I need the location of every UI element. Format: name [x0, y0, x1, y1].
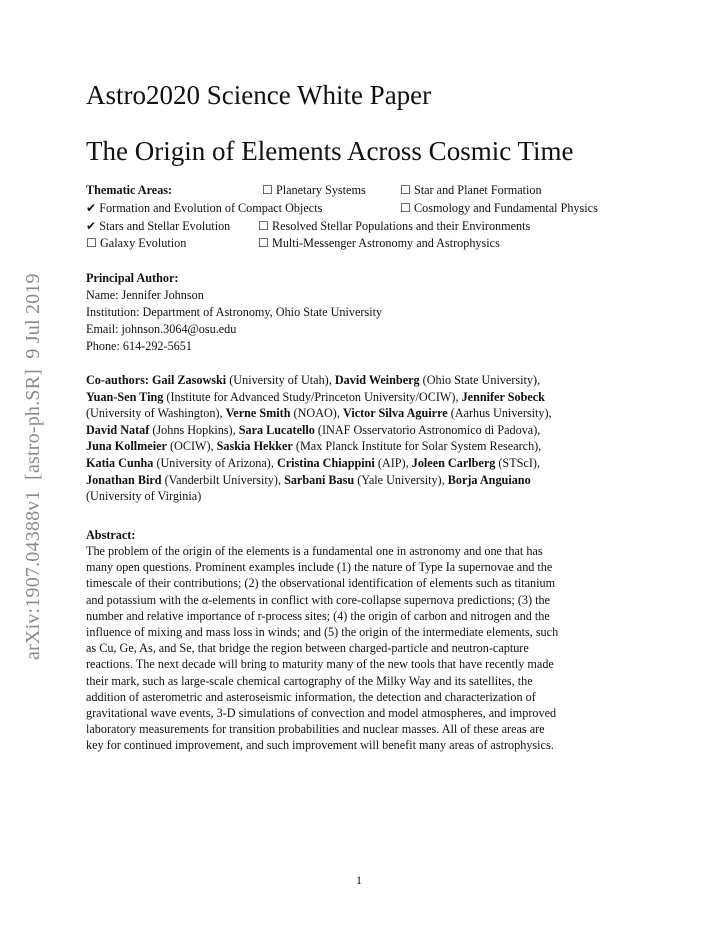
abstract-line: and potassium with the α-elements in conflict with core-collapse supernova predictions; (3) the [86, 592, 550, 607]
abstract-line: The problem of the origin of the elements is a fundamental one in astronomy and one that has [86, 544, 543, 558]
author-phone: Phone: 614-292-5651 [86, 339, 192, 353]
abstract-line: reactions. The next decade will bring to maturity many of the new tools that have recently made [86, 657, 554, 672]
thematic-item: ✔ Formation and Evolution of Compact Objects [86, 201, 323, 215]
arxiv-identifier: arXiv:1907.04388v1 [astro-ph.SR] 9 Jul 2019 [22, 273, 44, 660]
abstract-heading: Abstract: [86, 528, 136, 542]
abstract-line: gravitational wave events, 3-D simulations of convection and model atmospheres, and improved [86, 706, 557, 721]
author-email: Email: johnson.3064@osu.edu [86, 322, 237, 336]
thematic-item: ☐ Resolved Stellar Populations and their Environments [258, 219, 531, 233]
thematic-item: ✔ Stars and Stellar Evolution [86, 219, 231, 233]
page-number: 1 [356, 873, 362, 887]
checkbox-icon: ☐ [262, 183, 276, 197]
paper-header: Astro2020 Science White Paper [86, 80, 432, 110]
thematic-item: ☐ Planetary Systems [262, 183, 366, 197]
abstract-line: key for continued improvement, and such improvement will benefit many areas of astrophysics. [86, 738, 554, 753]
abstract-line: many open questions. Prominent examples include (1) the nature of Type Ia supernovae and the [86, 560, 553, 575]
abstract-line: laboratory measurements for transition probabilities and nuclear masses. All of these areas are [86, 722, 545, 737]
checkmark-icon: ✔ [86, 201, 100, 215]
coauthors-block: Co-authors: Gail Zasowski (University of Utah), David Weinberg (Ohio State University), Yuan-Sen Ting (Institute for Advanced Study/Princeton University/OCIW), Jennifer Sobeck (University of Washington), Verne Smith (NOAO), Victor Silva Aguirre (Aarhus University), David Nataf (Johns Hopkins), Sara Lucatello (INAF Osservatorio Astronomico di Padova), Juna Kollmeier (OCIW), Saskia Hekker (Max Planck Institute for Solar System Research), Katia Cunha (University of Arizona), Cristina Chiappini (AIP), Joleen Carlberg (STScI), Jonathan Bird (Vanderbilt University), Sarbani Basu (Yale University), Borja Anguiano (University of Virginia) [86, 373, 552, 504]
checkmark-icon: ✔ [86, 219, 100, 233]
abstract-line: timescale of their contributions; (2) the observational identification of elements such as titanium [86, 576, 556, 591]
abstract-line: their mark, such as large-scale chemical cartography of the Milky Way and its satellites, the [86, 673, 533, 688]
checkbox-icon: ☐ [400, 183, 414, 197]
checkbox-icon: ☐ [258, 236, 272, 250]
abstract-line: influence of mixing and mass loss in winds; and (5) the origin of the intermediate elements, such [86, 625, 559, 640]
checkbox-icon: ☐ [400, 201, 414, 215]
author-name: Name: Jennifer Johnson [86, 288, 204, 302]
abstract-line: as Cu, Ge, As, and Se, that bridge the region between charged-particle and neutron-capture [86, 641, 529, 656]
thematic-item: ☐ Star and Planet Formation [400, 183, 542, 197]
checkbox-icon: ☐ [258, 219, 272, 233]
abstract-line: number and relative importance of r-process sites; (4) the origin of carbon and nitrogen and the [86, 608, 550, 623]
thematic-areas-label: Thematic Areas: [86, 183, 173, 197]
thematic-item: ☐ Cosmology and Fundamental Physics [400, 201, 598, 215]
paper-title: The Origin of Elements Across Cosmic Time [86, 136, 574, 166]
thematic-item: ☐ Multi-Messenger Astronomy and Astrophysics [258, 236, 500, 250]
thematic-item: ☐ Galaxy Evolution [86, 236, 187, 250]
coauthors-label: Co-authors: [86, 373, 149, 387]
author-institution: Institution: Department of Astronomy, Ohio State University [86, 305, 383, 319]
checkbox-icon: ☐ [86, 236, 100, 250]
principal-author-heading: Principal Author: [86, 271, 179, 285]
abstract-body [86, 543, 631, 754]
abstract-line: addition of asterometric and asteroseismic information, the detection and characterization of [86, 689, 536, 704]
